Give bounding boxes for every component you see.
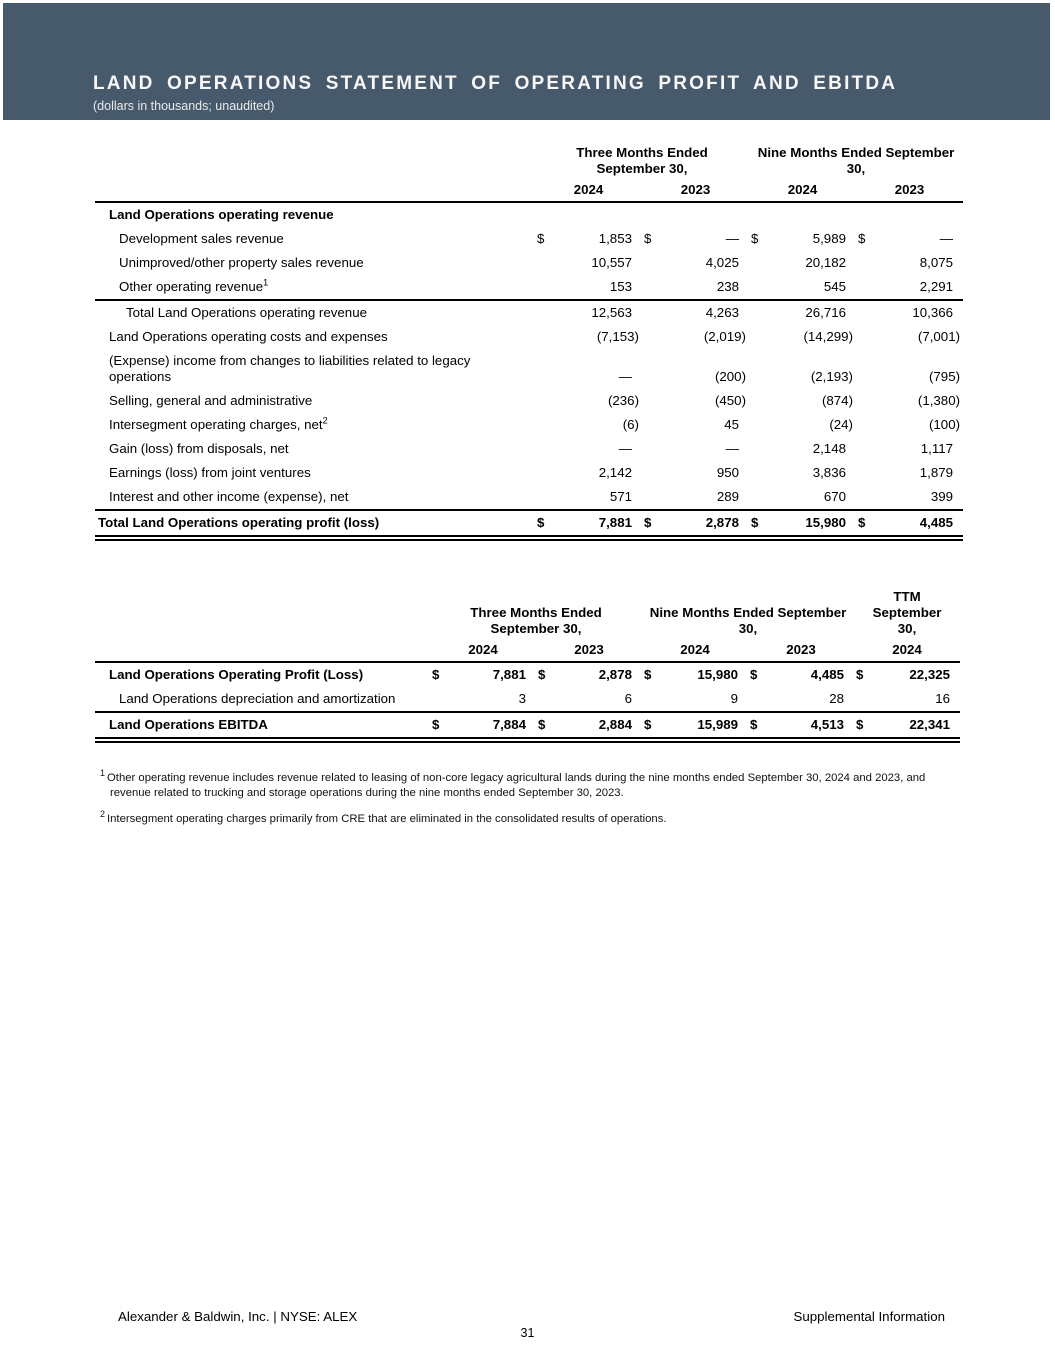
currency-symbol — [748, 687, 766, 712]
cell-value: (1,380) — [917, 393, 961, 408]
currency-symbol — [642, 413, 660, 437]
currency-symbol: $ — [644, 231, 652, 246]
row-label: Earnings (loss) from joint ventures — [109, 465, 311, 480]
row-label: Interest and other income (expense), net — [95, 485, 535, 510]
table-row — [95, 227, 963, 251]
currency-symbol — [856, 251, 874, 275]
cell-value: 670 — [767, 485, 856, 510]
row-label: (Expense) income from changes to liabilities related to legacy operations — [109, 353, 471, 384]
currency-symbol: $ — [858, 231, 866, 246]
currency-symbol — [642, 461, 660, 485]
period-header-row — [95, 589, 960, 640]
row-label: Land Operations operating revenue — [109, 207, 334, 222]
currency-symbol: $ — [854, 712, 872, 740]
cell-value: 2,884 — [554, 712, 642, 740]
currency-symbol — [535, 485, 553, 510]
cell-value: 16 — [872, 687, 960, 712]
cell-value: 4,025 — [705, 255, 739, 270]
cell-value: (7,001) — [917, 329, 961, 344]
currency-symbol — [856, 275, 874, 300]
footnote-1 — [100, 768, 965, 800]
cell-value: 7,881 — [553, 510, 642, 538]
period-header: Three Months Ended September 30, — [470, 605, 602, 636]
currency-symbol: $ — [749, 510, 767, 538]
cell-value: 45 — [724, 417, 739, 432]
cell-value: 4,485 — [874, 510, 963, 538]
table-row — [95, 413, 963, 437]
cell-value: 26,716 — [805, 305, 846, 320]
currency-symbol — [535, 275, 553, 300]
currency-symbol: $ — [430, 712, 448, 740]
currency-symbol — [642, 687, 660, 712]
currency-symbol — [856, 202, 874, 227]
period-header: TTM September 30, — [872, 589, 942, 636]
header-spacer — [95, 589, 430, 640]
table-row — [95, 349, 963, 389]
currency-symbol — [535, 300, 553, 325]
cell-value: 12,563 — [591, 305, 632, 320]
currency-symbol: $ — [750, 667, 758, 682]
cell-value: — — [618, 441, 632, 456]
currency-symbol — [749, 485, 767, 510]
cell-value: 238 — [660, 275, 749, 300]
header-spacer — [95, 180, 535, 202]
table-row — [95, 687, 960, 712]
cell-value: (2,193) — [810, 369, 853, 384]
row-label: Gain (loss) from disposals, net — [109, 441, 289, 456]
currency-symbol — [535, 461, 553, 485]
year-label: 2023 — [856, 180, 963, 202]
footer-company: Alexander & Baldwin, Inc. | NYSE: ALEX — [118, 1309, 358, 1324]
cell-value: 950 — [716, 465, 739, 480]
header-spacer — [95, 640, 430, 662]
row-label: Land Operations operating costs and expenses — [109, 329, 388, 344]
cell-value: 2,291 — [874, 275, 963, 300]
currency-symbol — [642, 349, 660, 389]
footnote-ref: 2 — [322, 415, 328, 426]
table-row — [95, 461, 963, 485]
year-label: 2024 — [430, 640, 536, 662]
cell-value: (100) — [928, 417, 961, 432]
cell-value — [874, 202, 963, 227]
banner — [3, 3, 1050, 120]
currency-symbol: $ — [538, 667, 546, 682]
currency-symbol — [749, 251, 767, 275]
currency-symbol: $ — [856, 510, 874, 538]
currency-symbol: $ — [751, 231, 759, 246]
currency-symbol — [535, 349, 553, 389]
currency-symbol — [642, 325, 660, 349]
currency-symbol — [854, 687, 872, 712]
row-label: Total Land Operations operating revenue — [126, 305, 367, 320]
currency-symbol — [856, 413, 874, 437]
footnote-ref: 1 — [263, 277, 269, 288]
currency-symbol — [535, 202, 553, 227]
cell-value — [553, 202, 642, 227]
cell-value: 545 — [767, 275, 856, 300]
cell-value: 5,989 — [812, 231, 846, 246]
row-label: Unimproved/other property sales revenue — [119, 255, 364, 270]
cell-value: — — [725, 231, 739, 246]
currency-symbol — [856, 300, 874, 325]
page-number: 31 — [520, 1326, 535, 1340]
currency-symbol — [749, 461, 767, 485]
cell-value: 7,884 — [448, 712, 536, 740]
cell-value: — — [725, 441, 739, 456]
period-header: Nine Months Ended September 30, — [757, 145, 955, 176]
year-label: 2024 — [854, 640, 960, 662]
currency-symbol — [642, 389, 660, 413]
cell-value: 1,117 — [920, 441, 954, 456]
table-row — [95, 389, 963, 413]
currency-symbol: $ — [748, 712, 766, 740]
currency-symbol: $ — [856, 667, 864, 682]
cell-value: 1,879 — [919, 465, 954, 480]
cell-value: 22,325 — [909, 667, 951, 682]
ebitda-table — [95, 589, 960, 743]
table-row — [95, 275, 963, 300]
period-header: Nine Months Ended September 30, — [649, 605, 847, 636]
footnote-2-text: Intersegment operating charges primarily from CRE that are eliminated in the consolidated results of operations. — [107, 813, 667, 825]
cell-value: 9 — [660, 687, 748, 712]
row-label: Selling, general and administrative — [109, 393, 313, 408]
cell-value: 15,989 — [660, 712, 748, 740]
cell-value: — — [939, 231, 954, 246]
currency-symbol — [749, 349, 767, 389]
row-label: Development sales revenue — [119, 231, 284, 246]
cell-value: 22,341 — [872, 712, 960, 740]
currency-symbol — [856, 389, 874, 413]
header-spacer — [95, 145, 535, 180]
currency-symbol — [749, 413, 767, 437]
cell-value: 1,853 — [598, 231, 632, 246]
cell-value: 4,513 — [766, 712, 854, 740]
cell-value: 289 — [660, 485, 749, 510]
currency-symbol — [535, 389, 553, 413]
cell-value: 7,881 — [492, 667, 526, 682]
row-label: Land Operations depreciation and amortization — [95, 687, 430, 712]
page-subtitle: (dollars in thousands; unaudited) — [93, 99, 275, 113]
cell-value: 153 — [553, 275, 642, 300]
row-label: Land Operations EBITDA — [95, 712, 430, 740]
cell-value: (236) — [607, 393, 639, 408]
cell-value: (7,153) — [596, 329, 639, 344]
row-label: Intersegment operating charges, net$^2$ — [109, 415, 328, 432]
footnote-1-marker: 1 — [100, 768, 106, 779]
year-header-row — [95, 640, 960, 662]
cell-value: 15,980 — [767, 510, 856, 538]
period-header-row — [95, 145, 963, 180]
currency-symbol: $ — [535, 510, 553, 538]
currency-symbol — [642, 485, 660, 510]
year-label: 2024 — [535, 180, 642, 202]
currency-symbol — [856, 325, 874, 349]
cell-value: — — [618, 369, 632, 384]
cell-value: 2,142 — [598, 465, 632, 480]
cell-value: 2,878 — [598, 667, 632, 682]
cell-value: 10,366 — [912, 305, 954, 320]
year-label: 2024 — [642, 640, 748, 662]
cell-value: (14,299) — [803, 329, 853, 344]
cell-value: (450) — [714, 393, 746, 408]
cell-value: 6 — [554, 687, 642, 712]
currency-symbol: $ — [536, 712, 554, 740]
cell-value: 2,148 — [812, 441, 846, 456]
row-label: Other operating revenue$^1$ — [95, 275, 535, 300]
currency-symbol — [642, 251, 660, 275]
cell-value: 28 — [766, 687, 854, 712]
currency-symbol — [749, 275, 767, 300]
currency-symbol — [535, 413, 553, 437]
cell-value: (200) — [714, 369, 746, 384]
period-header: Three Months Ended September 30, — [576, 145, 708, 176]
currency-symbol — [535, 325, 553, 349]
cell-value: 4,263 — [705, 305, 739, 320]
currency-symbol: $ — [432, 667, 440, 682]
currency-symbol: $ — [642, 510, 660, 538]
cell-value: 4,485 — [810, 667, 845, 682]
footnote-2-marker: 2 — [100, 809, 106, 820]
currency-symbol — [749, 437, 767, 461]
currency-symbol — [535, 251, 553, 275]
cell-value: 15,980 — [697, 667, 738, 682]
currency-symbol — [856, 437, 874, 461]
cell-value: 399 — [874, 485, 963, 510]
operating-profit-table — [95, 145, 963, 541]
row-label: Land Operations Operating Profit (Loss) — [109, 667, 364, 682]
cell-value: (2,019) — [703, 329, 746, 344]
currency-symbol — [749, 300, 767, 325]
currency-symbol — [535, 437, 553, 461]
cell-value: 10,557 — [591, 255, 632, 270]
currency-symbol — [642, 202, 660, 227]
currency-symbol — [856, 461, 874, 485]
table-row — [95, 437, 963, 461]
cell-value: 20,182 — [805, 255, 846, 270]
year-label: 2023 — [642, 180, 749, 202]
cell-value: (795) — [928, 369, 961, 384]
cell-value — [767, 202, 856, 227]
currency-symbol — [856, 485, 874, 510]
currency-symbol — [749, 202, 767, 227]
currency-symbol: $ — [537, 231, 545, 246]
currency-symbol: $ — [644, 667, 652, 682]
year-label: 2023 — [536, 640, 642, 662]
footnote-2 — [100, 809, 965, 827]
cell-value — [660, 202, 749, 227]
footer-section: Supplemental Information — [793, 1309, 945, 1324]
table-row — [95, 202, 963, 227]
table-row — [95, 485, 963, 510]
table-row — [95, 251, 963, 275]
cell-value: 8,075 — [919, 255, 954, 270]
currency-symbol — [749, 325, 767, 349]
year-label: 2024 — [749, 180, 856, 202]
currency-symbol — [430, 687, 448, 712]
table-row — [95, 325, 963, 349]
currency-symbol — [642, 437, 660, 461]
currency-symbol — [856, 349, 874, 389]
cell-value: 2,878 — [660, 510, 749, 538]
footnotes — [100, 768, 965, 827]
table-row — [95, 712, 960, 740]
table-row — [95, 662, 960, 687]
footnote-1-text: Other operating revenue includes revenue related to leasing of non-core legacy agricultural lands during the nine months ended September 30, 2024 and 2023, and revenue related to trucking and storage operations during the nine months ended September 30, 2023. — [107, 772, 926, 799]
currency-symbol — [749, 389, 767, 413]
table-row — [95, 300, 963, 325]
table-row — [95, 510, 963, 538]
currency-symbol — [642, 300, 660, 325]
main-content — [95, 145, 967, 839]
cell-value: 3 — [448, 687, 536, 712]
cell-value: 571 — [553, 485, 642, 510]
cell-value: (24) — [829, 417, 853, 432]
cell-value: (874) — [821, 393, 853, 408]
year-label: 2023 — [748, 640, 854, 662]
row-label: Total Land Operations operating profit (loss) — [95, 510, 535, 538]
cell-value: (6) — [622, 417, 639, 432]
currency-symbol — [536, 687, 554, 712]
year-header-row — [95, 180, 963, 202]
currency-symbol: $ — [642, 712, 660, 740]
cell-value: 3,836 — [812, 465, 846, 480]
currency-symbol — [642, 275, 660, 300]
page-title: LAND OPERATIONS STATEMENT OF OPERATING PROFIT AND EBITDA — [93, 73, 898, 94]
